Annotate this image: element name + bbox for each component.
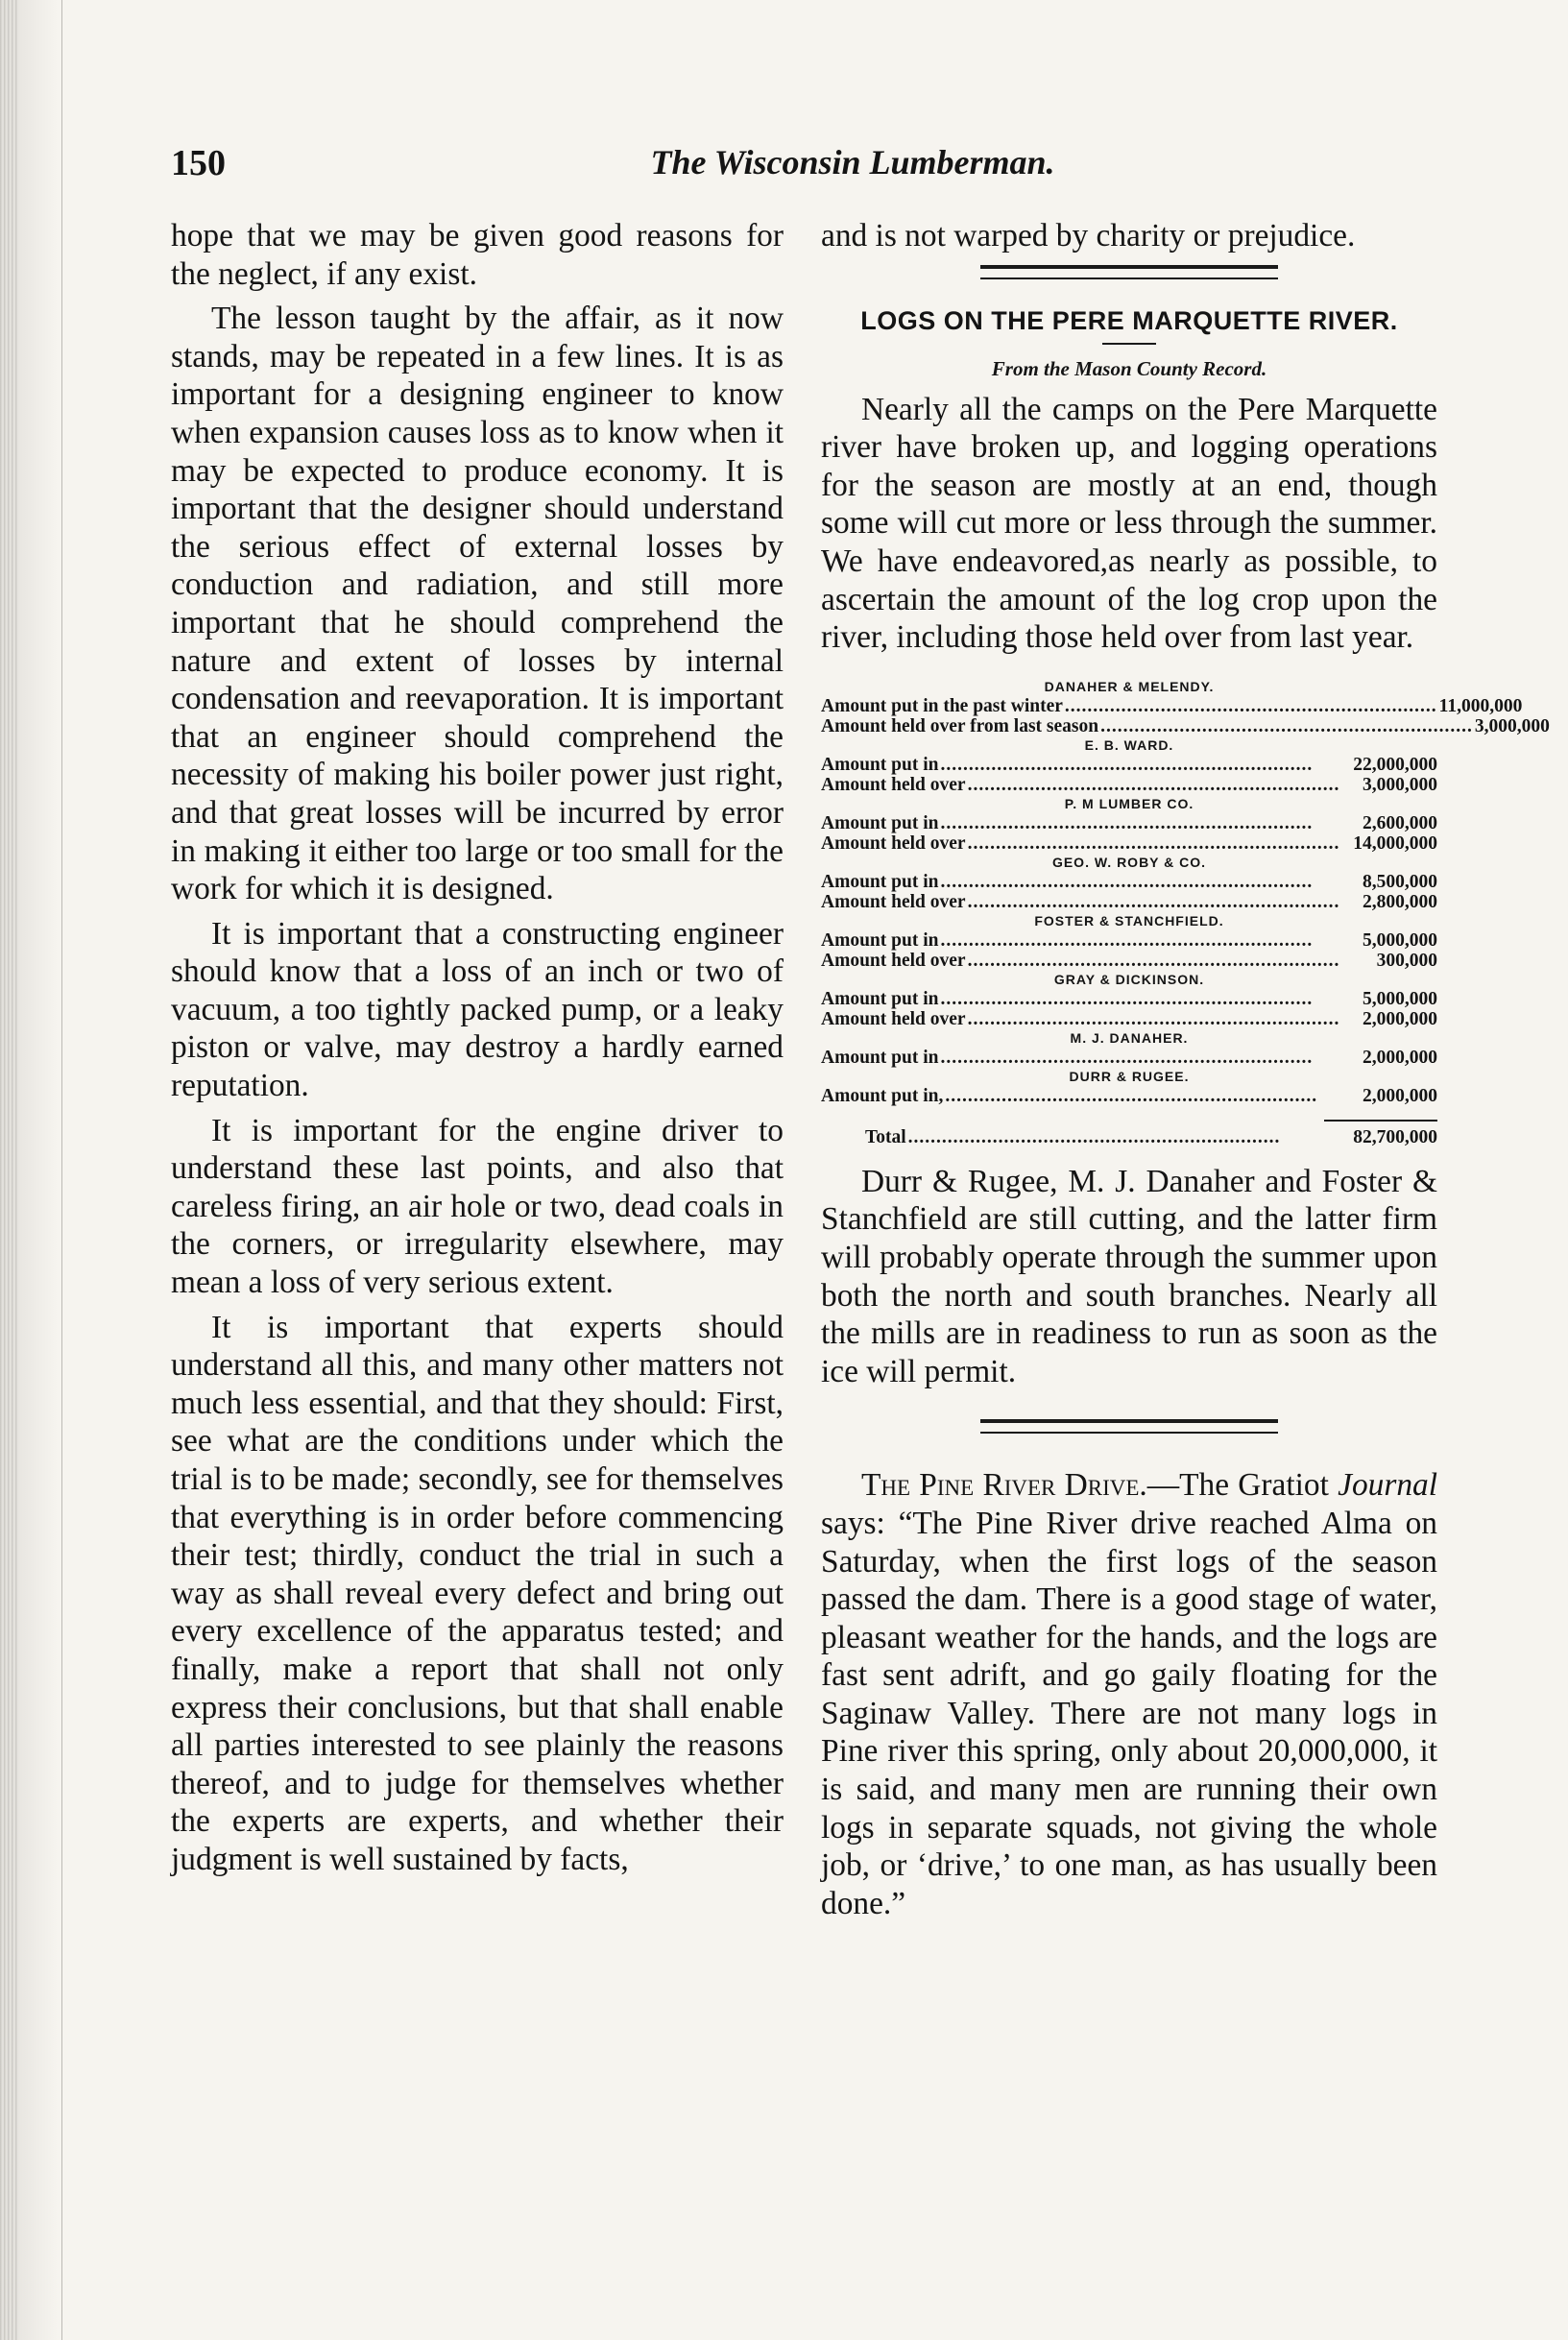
pine-river-paragraph	[821, 1466, 1437, 1922]
entry-label: Amount held over	[821, 950, 966, 971]
entry-label: Amount held over from last season	[821, 715, 1099, 736]
table-row	[821, 695, 1523, 716]
article-intro: Nearly all the camps on the Pere Marquette river have broken up, and logging operations for the season are mostly at an end, though some will cut more or less through the summer. We have endeavored,as nearly as possible, to ascertain the amount of the log crop upon the river, including those held over from last year.	[821, 391, 1437, 656]
leader-dots: ..................................................................	[940, 988, 1314, 1009]
leader-dots: ..................................................................	[967, 774, 1340, 795]
section-divider-wrap	[821, 1419, 1437, 1434]
entry-amount: 22,000,000	[1353, 754, 1437, 775]
entry-label: Amount put in,	[821, 1085, 944, 1106]
table-row	[821, 892, 1437, 912]
leader-dots: ..................................................................	[940, 1047, 1314, 1068]
entry-amount: 11,000,000	[1438, 695, 1523, 716]
table-row	[821, 872, 1437, 892]
binding-edge	[61, 0, 62, 2340]
table-row	[821, 775, 1437, 795]
entry-amount: 5,000,000	[1363, 988, 1437, 1009]
firm-name: DURR & RUGEE.	[1069, 1068, 1190, 1084]
table-row	[821, 951, 1437, 971]
table-row	[821, 833, 1437, 854]
firm-name: GEO. W. ROBY & CO.	[1051, 854, 1207, 870]
table-row	[821, 1086, 1437, 1106]
total-amount: 82,700,000	[1353, 1126, 1437, 1147]
leader-dots: ..................................................................	[967, 891, 1340, 912]
table-row	[821, 1009, 1437, 1029]
page-header	[171, 142, 1448, 190]
table-row	[821, 930, 1437, 951]
firm-name: M. J. DANAHER.	[1070, 1029, 1189, 1046]
entry-label: Amount put in	[821, 929, 939, 951]
paragraph: hope that we may be given good reasons for the neglect, if any exist.	[171, 218, 784, 292]
entry-amount: 2,000,000	[1363, 1008, 1437, 1029]
article-title: LOGS ON THE PERE MARQUETTE RIVER.	[860, 305, 1398, 335]
entry-amount: 8,500,000	[1363, 871, 1437, 892]
article-closing: Durr & Rugee, M. J. Danaher and Foster & Stanchfield are still cutting, and the latter firm will probably operate through the summer upon both the north and south branches. Nearly all the mills are in readiness to run as soon as the ice will permit.	[821, 1163, 1437, 1389]
leader-dots: ..................................................................	[967, 1008, 1340, 1029]
log-crop-table	[821, 678, 1550, 1147]
page-number: 150	[171, 143, 226, 183]
leader-dots: ..................................................................	[1100, 715, 1473, 736]
section-divider	[980, 265, 1278, 279]
entry-label: Amount put in	[821, 812, 939, 833]
spacer	[821, 1147, 1437, 1163]
paragraph-continuation: and is not warped by charity or prejudice.	[821, 218, 1356, 253]
paragraph: It is important that experts should understand all this, and many other matters not much less essential, and that they should: First, see what are the conditions under which the trial is to be made; secondly, see for themselves that everything is in order before commencing their test; thirdly, conduct the trial in such a way as shall reveal every defect and bring out every excellence of the apparatus tested; and finally, make a report that shall not only express their conclusions, but that shall enable all parties interested to see plainly the reasons thereof, and to judge for themselves whether the experts are experts, and whether their judgment is well sustained by facts,	[171, 1309, 784, 1877]
paragraph: The lesson taught by the affair, as it now stands, may be repeated in a few lines. It is as important for a designing engineer to know when expansion causes loss as to know when it may be expected to produce economy. It is important that the designer should understand the serious effect of external losses by conduction and radiation, and still more important that he should comprehend the nature and extent of losses by internal condensation and reevaporation. It is important that an engineer should comprehend the necessity of making his boiler power just right, and that great losses will be incurred by error in making it either too large or too small for the work for which it is designed.	[171, 301, 784, 907]
entry-amount: 2,600,000	[1363, 812, 1437, 833]
title-rule	[1102, 343, 1156, 345]
pine-river-journal: Journal	[1338, 1467, 1438, 1504]
table-row	[821, 813, 1437, 833]
entry-amount: 300,000	[1376, 950, 1437, 971]
entry-label: Amount put in	[821, 1047, 939, 1068]
leader-dots: ..................................................................	[945, 1085, 1318, 1106]
entry-label: Amount held over	[821, 891, 966, 912]
paragraph: It is important for the engine driver to understand these last points, and also that careless firing, an air hole or two, dead coals in the corners, or irregularity elsewhere, may mean a loss of very serious extent.	[171, 1112, 784, 1301]
leader-dots: ..................................................................	[940, 929, 1314, 951]
entry-label: Amount put in	[821, 871, 939, 892]
table-row	[821, 989, 1437, 1009]
paragraph: It is important that a constructing engineer should know that a loss of an inch or two of vacuum, a too tightly packed pump, or a leaky piston or valve, may destroy a hardly earned reputation.	[171, 915, 784, 1104]
entry-label: Amount put in	[821, 988, 939, 1009]
total-row	[821, 1127, 1437, 1147]
right-column	[821, 217, 1550, 1929]
total-rule	[1324, 1120, 1437, 1122]
entry-label: Amount held over	[821, 774, 966, 795]
total-label: Total	[865, 1126, 906, 1147]
table-row	[821, 755, 1437, 775]
entry-amount: 2,800,000	[1363, 891, 1437, 912]
section-divider	[980, 1419, 1278, 1434]
pine-river-text: —The Gratiot	[1146, 1467, 1339, 1504]
firm-name: P. M LUMBER CO.	[1064, 795, 1194, 811]
leader-dots: ..................................................................	[940, 871, 1314, 892]
firm-name: FOSTER & STANCHFIELD.	[1034, 912, 1224, 929]
entry-amount: 2,000,000	[1363, 1047, 1437, 1068]
entry-label: Amount held over	[821, 1008, 966, 1029]
entry-label: Amount put in	[821, 754, 939, 775]
pine-river-text: says: “The Pine River drive reached Alma on Saturday, when the first logs of the season passed the dam. There is a good stage of water, pleasant weather for the hands, and the logs are fast sent adrift, and go gaily floating for the Saginaw Valley. There are not many logs in Pine river this spring, only about 20,000,000, it is said, and many men are running their own logs in separate squads, not giving the whole job, or ‘drive,’ to one man, as has usually been done.”	[821, 1505, 1437, 1921]
table-row	[821, 715, 1550, 736]
leader-dots: ..................................................................	[967, 950, 1340, 971]
entry-amount: 3,000,000	[1474, 715, 1550, 736]
leader-dots: ..................................................................	[940, 754, 1314, 775]
entry-amount: 3,000,000	[1363, 774, 1437, 795]
left-column	[171, 217, 784, 1886]
pine-river-lead: The Pine River Drive.	[861, 1467, 1147, 1504]
entry-amount: 5,000,000	[1363, 929, 1437, 951]
leader-dots: ..................................................................	[907, 1126, 1281, 1147]
entry-amount: 14,000,000	[1353, 832, 1437, 854]
firm-name: GRAY & DICKINSON.	[1053, 971, 1205, 987]
entry-amount: 2,000,000	[1363, 1085, 1437, 1106]
firm-name: DANAHER & MELENDY.	[1044, 678, 1215, 694]
leader-dots: ..................................................................	[940, 812, 1314, 833]
leader-dots: ..................................................................	[1064, 695, 1437, 716]
firm-name: E. B. WARD.	[1084, 736, 1174, 753]
leader-dots: ..................................................................	[967, 832, 1340, 854]
article-source: From the Mason County Record.	[991, 356, 1267, 380]
binding-gutter	[0, 0, 17, 2340]
table-row	[821, 1048, 1437, 1068]
entry-label: Amount held over	[821, 832, 966, 854]
entry-label: Amount put in the past winter	[821, 695, 1063, 716]
running-title: The Wisconsin Lumberman.	[650, 143, 1055, 181]
